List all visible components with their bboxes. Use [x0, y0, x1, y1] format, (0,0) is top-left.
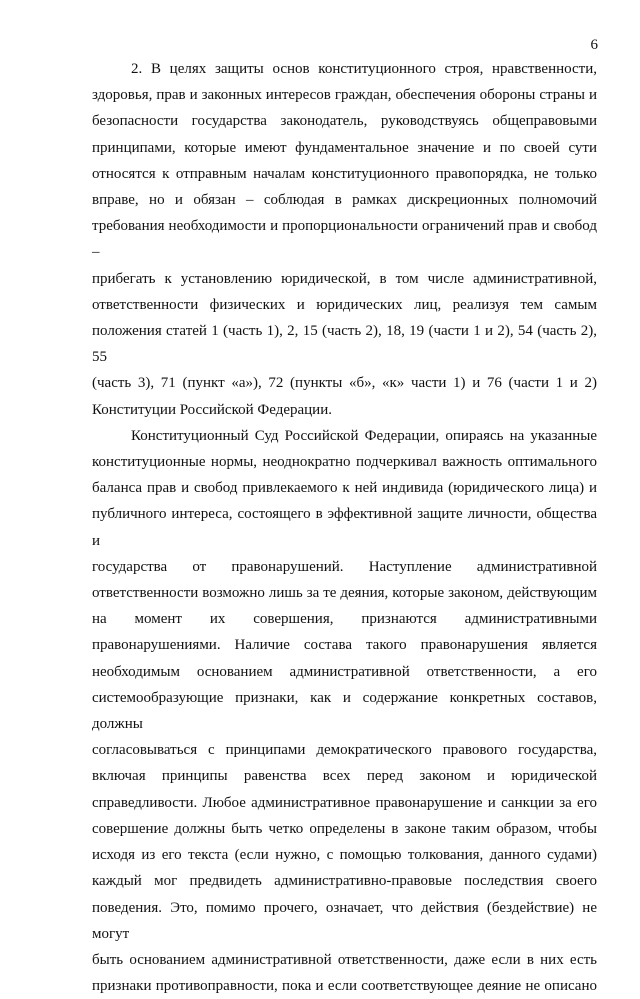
paragraph-line: согласовываться с принципами демократического правового государства,	[92, 742, 597, 759]
paragraph-line: правонарушениями. Наличие состава такого правонарушения является	[92, 637, 597, 654]
paragraph-line: безопасности государства законодатель, руководствуясь общеправовыми	[92, 113, 597, 130]
paragraph-line: 2. В целях защиты основ конституционного строя, нравственности,	[131, 61, 597, 77]
paragraph-line: (часть 3), 71 (пункт «а»), 72 (пункты «б», «к» части 1) и 76 (части 1 и 2)	[92, 375, 597, 392]
paragraph-line: положения статей 1 (часть 1), 2, 15 (часть 2), 18, 19 (части 1 и 2), 54 (часть 2), 55	[92, 323, 597, 366]
paragraph-line: ответственности физических и юридических лиц, реализуя тем самым	[92, 296, 597, 313]
paragraph-line: Конституции Российской Федерации.	[92, 401, 332, 418]
paragraph-line: прибегать к установлению юридической, в том числе административной,	[92, 270, 597, 287]
page-number: 6	[590, 37, 598, 53]
paragraph-line: принципами, которые имеют фундаментальное значение и по своей сути	[92, 139, 597, 156]
paragraph-line: системообразующие признаки, как и содержание конкретных составов, должны	[92, 689, 597, 733]
paragraph-line: государства от правонарушений. Наступление административной	[92, 558, 597, 575]
paragraph-line: включая принципы равенства всех перед законом и юридической	[92, 768, 597, 785]
paragraph-line: вправе, но и обязан – соблюдая в рамках дискреционных полномочий	[92, 192, 597, 209]
paragraph-line: относятся к отправным началам конституционного правопорядка, не только	[92, 165, 597, 182]
paragraph-2	[92, 423, 597, 999]
paragraph-line: справедливости. Любое административное правонарушение и санкции за его	[92, 794, 597, 811]
paragraph-line: признаки противоправности, пока и если соответствующее деяние не описано	[92, 978, 597, 995]
paragraph-line: поведения. Это, помимо прочего, означает, что действия (бездействие) не могут	[92, 899, 597, 942]
paragraph-line: здоровья, прав и законных интересов граждан, обеспечения обороны страны и	[92, 87, 597, 104]
paragraph-line: публичного интереса, состоящего в эффективной защите личности, общества и	[92, 506, 597, 549]
paragraph-1	[92, 56, 597, 423]
paragraph-line: конституционные нормы, неоднократно подчеркивал важность оптимального	[92, 454, 597, 471]
paragraph-line: каждый мог предвидеть административно-правовые последствия своего	[92, 873, 597, 890]
paragraph-line: Конституционный Суд Российской Федерации, опираясь на указанные	[131, 427, 597, 444]
paragraph-line: необходимым основанием административной ответственности, а его	[92, 663, 597, 680]
paragraph-line: совершение должны быть четко определены в законе таким образом, чтобы	[92, 820, 597, 837]
document-body	[92, 56, 597, 999]
paragraph-line: исходя из его текста (если нужно, с помощью толкования, данного судами)	[92, 847, 597, 864]
paragraph-line: требования необходимости и пропорциональности ограничений прав и свобод –	[92, 218, 597, 261]
paragraph-line: быть основанием административной ответственности, даже если в них есть	[92, 951, 597, 968]
paragraph-line: баланса прав и свобод привлекаемого к ней индивида (юридического лица) и	[92, 480, 597, 497]
paragraph-line: ответственности возможно лишь за те деяния, которые законом, действующим	[92, 585, 597, 602]
paragraph-line: на момент их совершения, признаются административными	[92, 611, 597, 628]
